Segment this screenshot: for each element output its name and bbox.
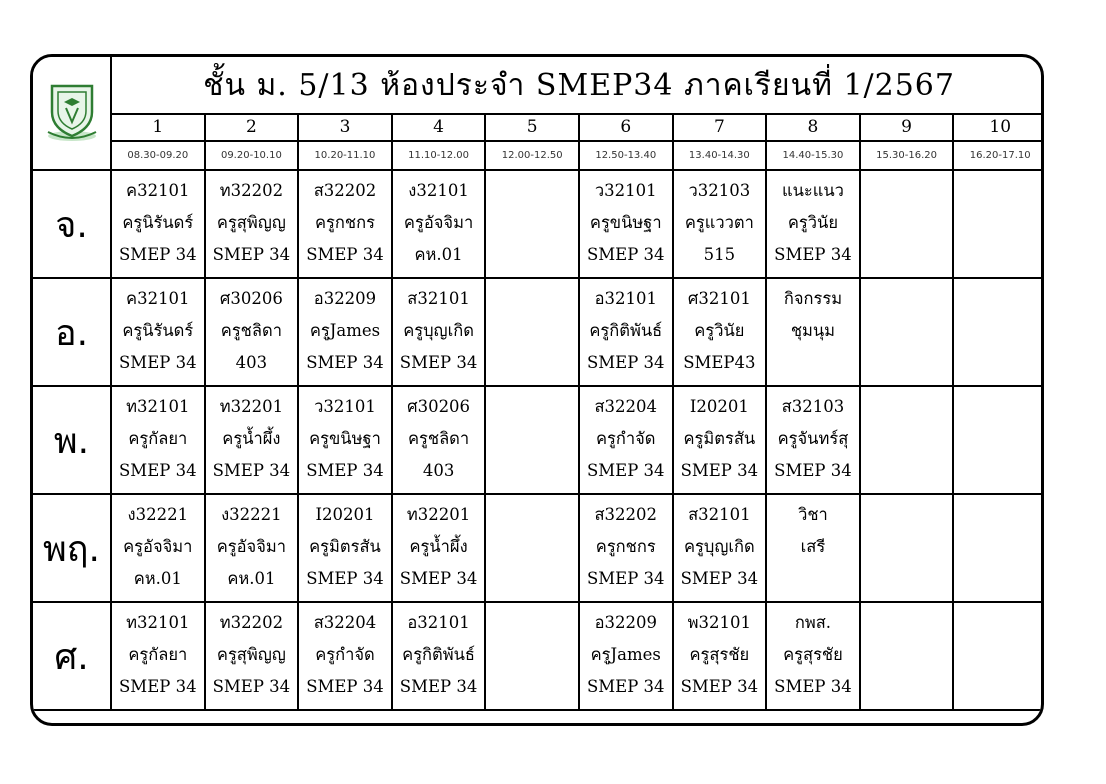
schedule-cell [579, 278, 673, 386]
schedule-cell [298, 386, 392, 494]
schedule-cell [953, 602, 1044, 710]
room-name [767, 347, 859, 379]
period-time: 16.20-17.10 [953, 141, 1044, 170]
schedule-cell [673, 278, 767, 386]
subject-code: ส32103 [781, 397, 845, 416]
room-name: SMEP 34 [212, 245, 291, 264]
teacher-name: ครูกชกร [315, 213, 375, 232]
period-number: 2 [205, 114, 299, 141]
subject-code: ท32202 [219, 613, 284, 632]
schedule-cell [205, 602, 299, 710]
subject-code: ท32101 [126, 397, 190, 416]
period-number: 8 [766, 114, 860, 141]
period-time: 12.50-13.40 [579, 141, 673, 170]
schedule-cell [298, 602, 392, 710]
room-name: SMEP 34 [119, 353, 197, 372]
subject-code: ค32101 [126, 181, 190, 200]
subject-code: กิจกรรม [783, 289, 843, 308]
day-row [33, 494, 1044, 602]
room-name: คห.01 [227, 569, 276, 588]
teacher-name: ครูกัลยา [128, 429, 188, 448]
period-time: 13.40-14.30 [673, 141, 767, 170]
room-name: SMEP 34 [774, 245, 852, 264]
school-logo [33, 57, 111, 170]
subject-code: วิชา [798, 505, 828, 524]
room-name: SMEP 34 [586, 461, 665, 480]
schedule-cell [392, 278, 486, 386]
schedule-cell [579, 602, 673, 710]
subject-code: ศ32101 [687, 289, 751, 308]
subject-code: ง32101 [408, 181, 469, 200]
room-name: SMEP 34 [306, 677, 384, 696]
teacher-name: ครูบุญเกิด [683, 537, 755, 556]
subject-code: ว32101 [594, 181, 657, 200]
schedule-cell [111, 170, 205, 278]
teacher-name: ครูนิรันดร์ [122, 213, 194, 232]
teacher-name: ครูวินัย [694, 321, 745, 340]
period-time: 11.10-12.00 [392, 141, 486, 170]
schedule-cell [953, 278, 1044, 386]
schedule-cell [298, 170, 392, 278]
room-name: คห.01 [133, 569, 182, 588]
subject-code: ส32204 [313, 613, 377, 632]
schedule-cell [860, 494, 954, 602]
room-name: SMEP 34 [774, 677, 852, 696]
day-row [33, 386, 1044, 494]
schedule-cell [298, 278, 392, 386]
teacher-name: ครูอัจจิมา [403, 213, 474, 232]
room-name: คห.01 [414, 245, 463, 264]
period-number: 10 [953, 114, 1044, 141]
schedule-cell [205, 278, 299, 386]
schedule-cell [579, 170, 673, 278]
room-name: SMEP 34 [680, 677, 759, 696]
period-time: 15.30-16.20 [860, 141, 954, 170]
schedule-cell [579, 386, 673, 494]
subject-code: ศ30206 [407, 397, 471, 416]
room-name: SMEP 34 [774, 461, 852, 480]
subject-code: อ32101 [407, 613, 470, 632]
teacher-name: ครูกชกร [595, 537, 656, 556]
schedule-cell [392, 602, 486, 710]
subject-code: แนะแนว [781, 181, 844, 200]
subject-code: I20201 [689, 397, 749, 416]
room-name: SMEP 34 [212, 461, 291, 480]
teacher-name: ครูสุรชัย [689, 645, 750, 664]
subject-code: ว32101 [314, 397, 376, 416]
room-name: SMEP43 [683, 353, 756, 372]
day-row [33, 602, 1044, 710]
room-name: SMEP 34 [586, 245, 665, 264]
teacher-name: ครูขนิษฐา [589, 213, 662, 232]
room-name [767, 563, 859, 595]
page-title: ชั้น ม. 5/13 ห้องประจำ SMEP34 ภาคเรียนที่ 1/2567 [111, 57, 1044, 114]
subject-code: ส32204 [594, 397, 658, 416]
schedule-cell [860, 170, 954, 278]
teacher-name: ครูน้ำผึ้ง [222, 429, 281, 448]
day-label: ศ. [33, 602, 111, 710]
subject-code: ส32101 [407, 289, 470, 308]
schedule-cell [111, 386, 205, 494]
teacher-name: ครูJames [590, 645, 661, 664]
subject-code: ท32101 [126, 613, 190, 632]
room-name: SMEP 34 [399, 677, 478, 696]
timetable [33, 57, 1044, 711]
teacher-name: ครูสุพิญญ [216, 645, 286, 664]
subject-code: ง32221 [127, 505, 189, 524]
teacher-name: ครูบุญเกิด [403, 321, 474, 340]
teacher-name: ครูขนิษฐา [309, 429, 381, 448]
schedule-cell [298, 494, 392, 602]
day-row [33, 170, 1044, 278]
period-number: 5 [485, 114, 579, 141]
schedule-cell [766, 170, 860, 278]
subject-code: I20201 [315, 505, 375, 524]
teacher-name: ครูกิติพันธ์ [402, 645, 475, 664]
subject-code: กพส. [794, 613, 832, 632]
teacher-name: ครูอัจจิมา [216, 537, 287, 556]
schedule-cell [205, 170, 299, 278]
period-time: 08.30-09.20 [111, 141, 205, 170]
day-row [33, 278, 1044, 386]
day-label: อ. [33, 278, 111, 386]
room-name: 515 [703, 245, 736, 264]
schedule-cell [860, 278, 954, 386]
subject-code: ส32101 [688, 505, 751, 524]
schedule-cell [485, 170, 579, 278]
day-label: พฤ. [33, 494, 111, 602]
subject-code: ง32221 [221, 505, 282, 524]
room-name: SMEP 34 [306, 245, 384, 264]
teacher-name: เสรี [800, 537, 826, 556]
teacher-name: ครูกัลยา [128, 645, 188, 664]
room-name: SMEP 34 [399, 569, 478, 588]
subject-code: ท32201 [219, 397, 284, 416]
teacher-name: ครูกำจัด [595, 429, 656, 448]
period-number: 3 [298, 114, 392, 141]
room-name: SMEP 34 [680, 569, 759, 588]
subject-code: ว32103 [688, 181, 751, 200]
room-name: SMEP 34 [119, 245, 197, 264]
schedule-cell [485, 602, 579, 710]
schedule-cell [579, 494, 673, 602]
teacher-name: ครูสุรชัย [783, 645, 843, 664]
schedule-cell [392, 170, 486, 278]
schedule-cell [953, 386, 1044, 494]
teacher-name: ครูน้ำผึ้ง [409, 537, 468, 556]
room-name: SMEP 34 [680, 461, 759, 480]
room-name: SMEP 34 [306, 569, 384, 588]
period-number: 7 [673, 114, 767, 141]
room-name: SMEP 34 [306, 353, 384, 372]
room-name: SMEP 34 [119, 461, 197, 480]
subject-code: ค32101 [126, 289, 190, 308]
teacher-name: ครูJames [309, 321, 381, 340]
schedule-cell [673, 494, 767, 602]
timetable-frame [30, 54, 1044, 726]
schedule-cell [860, 602, 954, 710]
period-time: 14.40-15.30 [766, 141, 860, 170]
room-name: 403 [422, 461, 455, 480]
schedule-cell [485, 278, 579, 386]
schedule-cell [673, 602, 767, 710]
schedule-cell [111, 602, 205, 710]
teacher-name: ครูสุพิญญ [216, 213, 286, 232]
teacher-name: ครูกิติพันธ์ [589, 321, 663, 340]
room-name: SMEP 34 [212, 677, 291, 696]
teacher-name: ครูมิตรสัน [309, 537, 381, 556]
subject-code: ส32202 [594, 505, 658, 524]
subject-code: ท32202 [219, 181, 284, 200]
teacher-name: ครูชลิดา [407, 429, 470, 448]
teacher-name: ครูแววตา [684, 213, 754, 232]
teacher-name: ชุมนุม [790, 321, 836, 340]
room-name: SMEP 34 [586, 569, 665, 588]
subject-code: ท32201 [406, 505, 471, 524]
schedule-cell [111, 278, 205, 386]
schedule-cell [953, 170, 1044, 278]
day-label: จ. [33, 170, 111, 278]
schedule-cell [766, 494, 860, 602]
period-number: 4 [392, 114, 486, 141]
teacher-name: ครูวินัย [787, 213, 839, 232]
schedule-cell [860, 386, 954, 494]
room-name: SMEP 34 [119, 677, 197, 696]
subject-code: อ32209 [313, 289, 377, 308]
day-label: พ. [33, 386, 111, 494]
subject-code: ส32202 [313, 181, 377, 200]
teacher-name: ครูมิตรสัน [683, 429, 756, 448]
schedule-cell [673, 386, 767, 494]
period-time: 12.00-12.50 [485, 141, 579, 170]
schedule-cell [205, 494, 299, 602]
teacher-name: ครูจันทร์สุ [777, 429, 849, 448]
schedule-cell [205, 386, 299, 494]
schedule-cell [485, 386, 579, 494]
schedule-cell [111, 494, 205, 602]
schedule-cell [766, 602, 860, 710]
period-time: 09.20-10.10 [205, 141, 299, 170]
period-number: 9 [860, 114, 954, 141]
schedule-cell [766, 386, 860, 494]
teacher-name: ครูชลิดา [220, 321, 282, 340]
period-number: 1 [111, 114, 205, 141]
subject-code: ศ30206 [219, 289, 283, 308]
room-name: 403 [235, 353, 268, 372]
teacher-name: ครูกำจัด [315, 645, 375, 664]
schedule-cell [673, 170, 767, 278]
subject-code: อ32209 [594, 613, 657, 632]
teacher-name: ครูอัจจิมา [123, 537, 193, 556]
period-time: 10.20-11.10 [298, 141, 392, 170]
period-number: 6 [579, 114, 673, 141]
subject-code: พ32101 [687, 613, 752, 632]
room-name: SMEP 34 [586, 353, 665, 372]
teacher-name: ครูนิรันดร์ [122, 321, 194, 340]
subject-code: อ32101 [594, 289, 657, 308]
schedule-cell [766, 278, 860, 386]
room-name: SMEP 34 [399, 353, 478, 372]
school-emblem-icon [44, 78, 100, 144]
room-name: SMEP 34 [306, 461, 384, 480]
schedule-cell [953, 494, 1044, 602]
schedule-cell [392, 386, 486, 494]
schedule-cell [485, 494, 579, 602]
room-name: SMEP 34 [586, 677, 665, 696]
schedule-cell [392, 494, 486, 602]
